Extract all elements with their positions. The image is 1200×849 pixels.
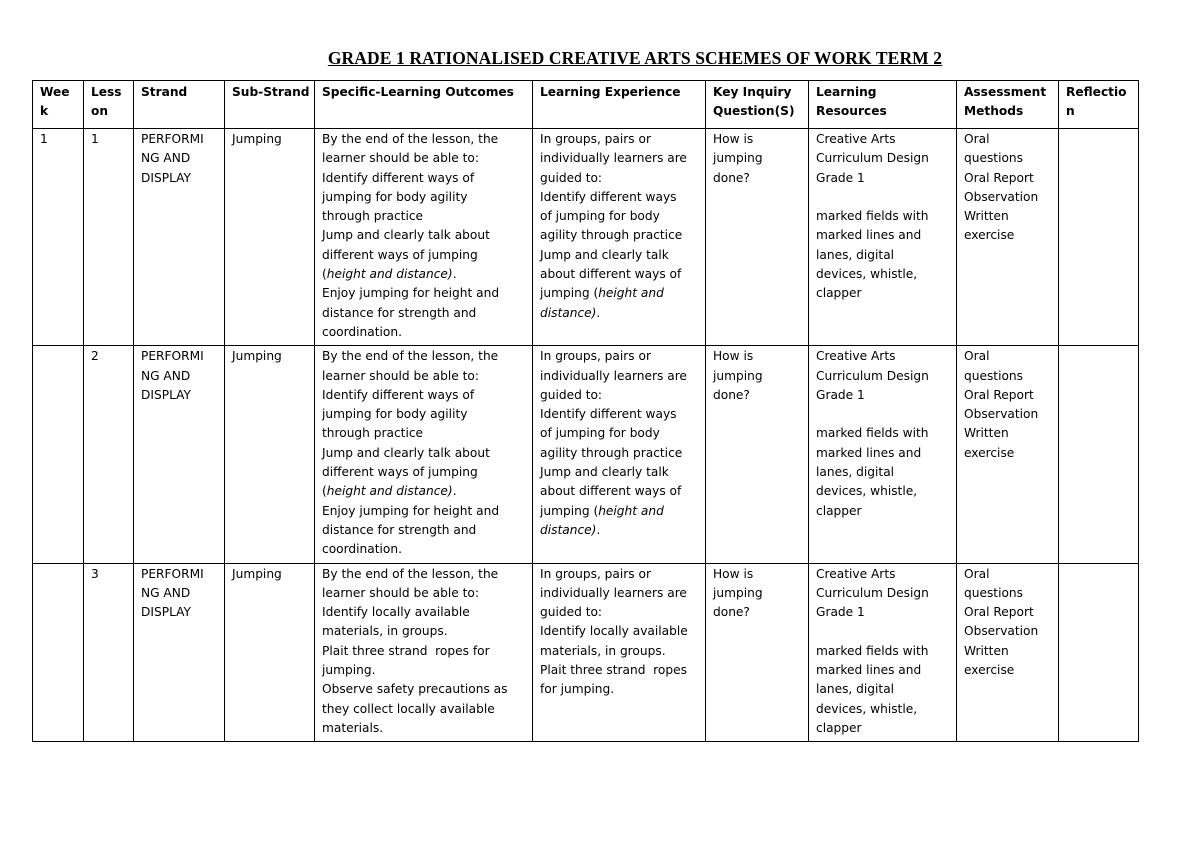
header-experience: Learning Experience: [533, 81, 706, 129]
header-reflection: Reflectio n: [1059, 81, 1139, 129]
reflection-cell: [1059, 563, 1139, 742]
header-inquiry: Key Inquiry Question(S): [706, 81, 809, 129]
inquiry-cell: How is jumping done?: [706, 346, 809, 563]
header-resources: Learning Resources: [809, 81, 957, 129]
sub-strand-cell: Jumping: [225, 129, 315, 346]
inquiry-cell: How is jumping done?: [706, 563, 809, 742]
resources-cell: Creative Arts Curriculum Design Grade 1 marked fields with marked lines and lanes, digital devices, whistle, clapper: [809, 129, 957, 346]
document-title: GRADE 1 RATIONALISED CREATIVE ARTS SCHEMES OF WORK TERM 2: [327, 48, 943, 68]
sub-strand-cell: Jumping: [225, 346, 315, 563]
week-cell: [33, 346, 84, 563]
lesson-cell: 2: [84, 346, 134, 563]
experience-cell: In groups, pairs or individually learners are guided to: Identify locally available materials, in groups. Plait three strand ropes for jumping.: [533, 563, 706, 742]
outcomes-cell: By the end of the lesson, the learner should be able to: Identify locally available materials, in groups. Plait three strand ropes for jumping. Observe safety precautions as they collect locally available materials.: [315, 563, 533, 742]
strand-cell: PERFORMI NG AND DISPLAY: [134, 563, 225, 742]
reflection-cell: [1059, 346, 1139, 563]
header-lesson: Less on: [84, 81, 134, 129]
header-outcomes: Specific-Learning Outcomes: [315, 81, 533, 129]
week-cell: 1: [33, 129, 84, 346]
header-row: [33, 81, 1139, 129]
assessment-cell: Oral questions Oral Report Observation Written exercise: [957, 346, 1059, 563]
schemes-of-work-table: [32, 80, 1139, 742]
table-row: [33, 129, 1139, 346]
table-row: [33, 346, 1139, 563]
reflection-cell: [1059, 129, 1139, 346]
sub-strand-cell: Jumping: [225, 563, 315, 742]
header-assessment: Assessment Methods: [957, 81, 1059, 129]
header-week: Wee k: [33, 81, 84, 129]
strand-cell: PERFORMI NG AND DISPLAY: [134, 129, 225, 346]
table-row: [33, 563, 1139, 742]
header-strand: Strand: [134, 81, 225, 129]
resources-cell: Creative Arts Curriculum Design Grade 1 marked fields with marked lines and lanes, digital devices, whistle, clapper: [809, 346, 957, 563]
resources-cell: Creative Arts Curriculum Design Grade 1 marked fields with marked lines and lanes, digital devices, whistle, clapper: [809, 563, 957, 742]
experience-cell: In groups, pairs or individually learners are guided to: Identify different ways of jumping for body agility through practice Jump and clearly talk about different ways of jumping (height and distance).: [533, 129, 706, 346]
lesson-cell: 1: [84, 129, 134, 346]
lesson-cell: 3: [84, 563, 134, 742]
assessment-cell: Oral questions Oral Report Observation Written exercise: [957, 563, 1059, 742]
assessment-cell: Oral questions Oral Report Observation Written exercise: [957, 129, 1059, 346]
inquiry-cell: How is jumping done?: [706, 129, 809, 346]
strand-cell: PERFORMI NG AND DISPLAY: [134, 346, 225, 563]
week-cell: [33, 563, 84, 742]
experience-cell: In groups, pairs or individually learners are guided to: Identify different ways of jumping for body agility through practice Jump and clearly talk about different ways of jumping (height and distance).: [533, 346, 706, 563]
header-sub-strand: Sub-Strand: [225, 81, 315, 129]
outcomes-cell: By the end of the lesson, the learner should be able to: Identify different ways of jumping for body agility through practice Jump and clearly talk about different ways of jumping (height and distance). Enjoy jumping for height and distance for strength and coordination.: [315, 129, 533, 346]
outcomes-cell: By the end of the lesson, the learner should be able to: Identify different ways of jumping for body agility through practice Jump and clearly talk about different ways of jumping (height and distance). Enjoy jumping for height and distance for strength and coordination.: [315, 346, 533, 563]
